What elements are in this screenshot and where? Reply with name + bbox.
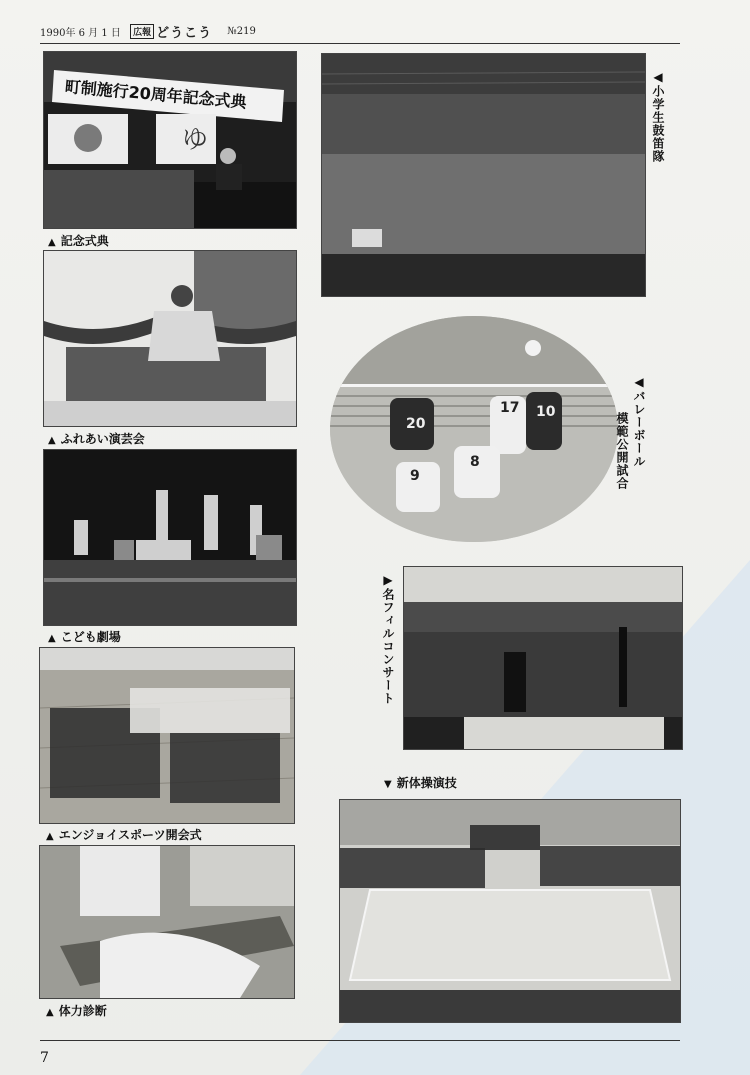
down-triangle-icon: ▼ [384,779,392,790]
caption-volleyball-line2: 模範公開試合 [615,412,629,490]
jersey-number: 20 [406,416,426,432]
up-triangle-icon: ▲ [46,831,54,842]
header-rule [40,43,680,44]
jersey-number: 10 [536,404,556,420]
photo-fureai-engeikai [44,251,296,426]
jersey-number: 17 [500,400,520,416]
up-triangle-icon: ▲ [48,435,56,446]
caption-volleyball-line1: バレーボール [632,390,646,468]
caption-fitness [46,1002,107,1019]
caption-fureai-text: ふれあい演芸会 [60,432,145,446]
photo-shintaiso [340,800,680,1022]
caption-enjoy-sports-text: エンジョイスポーツ開会式 [58,828,202,842]
caption-theater-text: こども劇場 [60,630,121,644]
caption-theater [48,628,121,645]
up-triangle-icon: ▲ [48,633,56,644]
svg-text:ゆ: ゆ [182,125,209,155]
caption-volleyball [632,375,646,468]
caption-fureai [48,430,145,447]
caption-volleyball-line2-wrap [615,412,629,490]
photo-drum-corps [322,54,645,296]
left-triangle-icon: ◀ [632,375,646,390]
caption-gymnastics [384,774,457,791]
left-triangle-icon: ◀ [651,70,665,85]
jersey-number: 8 [470,454,480,470]
caption-concert-text: 名フィルコンサート [381,588,395,705]
photo-ceremony [44,52,296,228]
brand-name: どうこう [156,26,213,41]
photo-volleyball [330,316,618,542]
caption-concert [381,573,395,705]
photo-kodomo-gekijo [44,450,296,625]
up-triangle-icon: ▲ [46,1007,54,1018]
page-number: 7 [40,1050,49,1066]
jersey-number: 9 [410,468,420,484]
brand-box: 広報 [130,24,154,39]
caption-drum-corps-text: 小学生鼓笛隊 [651,85,665,163]
caption-enjoy-sports [46,826,202,843]
right-triangle-icon: ▶ [381,573,395,588]
caption-drum-corps [651,70,665,163]
caption-ceremony-text: 記念式典 [60,234,109,248]
issue-date: 1990年 6 月 1 日 [40,28,121,39]
photo-tairyoku-shindan [40,846,294,998]
footer-rule [40,1040,680,1041]
ceremony-banner-text: 町制施行20周年記念式典 [64,76,248,112]
photo-phil-concert [404,567,682,749]
caption-gymnastics-text: 新体操演技 [396,776,457,790]
publication-brand [130,22,218,41]
caption-fitness-text: 体力診断 [58,1004,107,1018]
page-header [40,22,680,42]
issue-number: №219 [227,26,256,37]
up-triangle-icon: ▲ [48,237,56,248]
photo-enjoy-sports [40,648,294,823]
caption-ceremony [48,232,109,249]
